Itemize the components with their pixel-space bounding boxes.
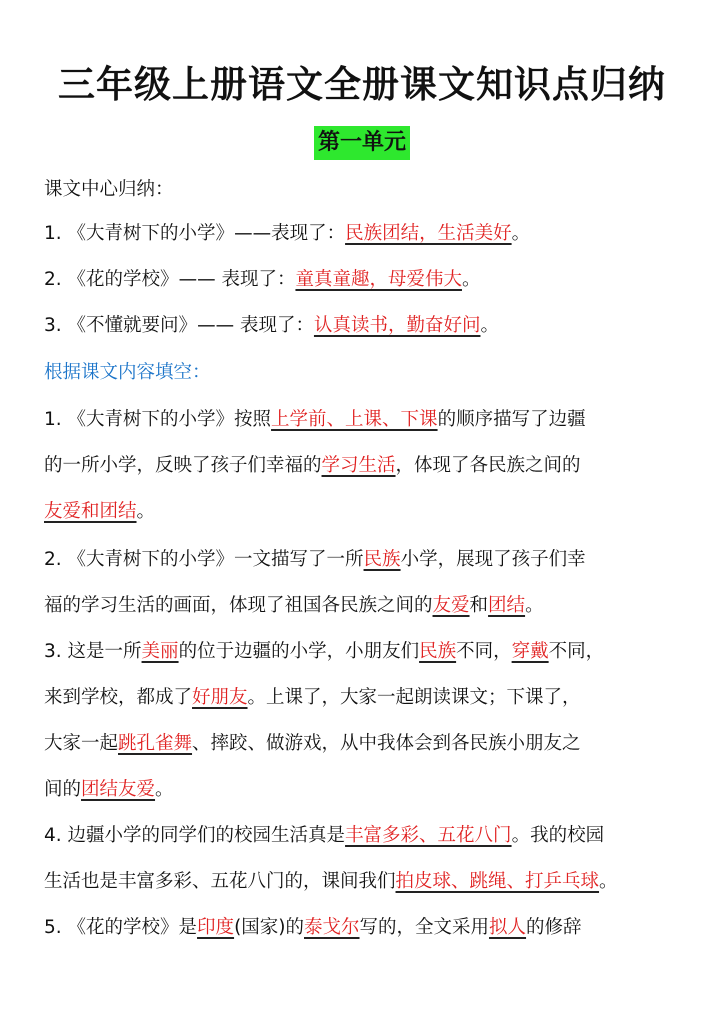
answer-text: 团结友爱 (81, 779, 156, 800)
answer-text: 美丽 (141, 641, 179, 662)
answer-text: 上学前、上课、下课 (271, 409, 438, 430)
text-segment: 的位于边疆的小学，小朋友们 (178, 641, 420, 662)
text-segment: 3. 这是一所 (44, 641, 142, 662)
answer-text: 民族团结，生活美好 (345, 223, 512, 244)
text-segment: 、摔跤、做游戏，从中我体会到各民族小朋友之 (192, 733, 581, 754)
answer-text: 友爱和团结 (44, 501, 137, 522)
text-segment: 写的，全文采用 (359, 917, 490, 938)
item-connector: ——表现了： (234, 223, 346, 244)
fill-item-1-line-3 (44, 498, 694, 526)
fill-item-1-line-2 (44, 452, 694, 480)
answer-text: 拍皮球、跳绳、打乒乓球 (395, 871, 600, 892)
text-segment: 。 (525, 595, 544, 616)
text-segment: 2. 《大青树下的小学》一文描写了一所 (44, 549, 364, 570)
text-segment: 不同， (456, 641, 512, 662)
fill-item-2-line-1 (44, 546, 694, 574)
text-segment: 不同， (548, 641, 605, 662)
text-segment: 。 (155, 779, 174, 800)
answer-text: 学习生活 (321, 455, 396, 476)
center-item-2 (44, 266, 694, 294)
answer-text: 认真读书，勤奋好问 (313, 315, 481, 336)
answer-text: 拟人 (489, 917, 527, 938)
text-segment: 。我的校园 (511, 825, 605, 846)
page-title: 三年级上册语文全册课文知识点归纳 (58, 63, 666, 106)
center-item-3 (44, 312, 694, 340)
work-title: 《大青树下的小学》 (67, 223, 235, 244)
item-number: 2. (44, 269, 62, 290)
unit-badge-wrap (0, 126, 724, 160)
answer-text: 好朋友 (192, 687, 248, 708)
center-item-1 (44, 220, 694, 248)
text-segment: 4. 边疆小学的同学们的校园生活真是 (44, 825, 346, 846)
answer-text: 民族 (419, 641, 457, 662)
fill-item-2-line-2 (44, 592, 694, 620)
fill-item-3-line-1 (44, 638, 694, 666)
text-segment: 。上课了，大家一起朗读课文；下课了， (247, 687, 581, 708)
text-segment: 间的 (44, 779, 82, 800)
answer-text: 泰戈尔 (304, 917, 360, 938)
answer-text: 跳孔雀舞 (118, 733, 193, 754)
answer-text: 团结 (488, 595, 526, 616)
work-title: 《花的学校》 (67, 269, 179, 290)
fill-item-3-line-4 (44, 776, 694, 804)
answer-text: 印度 (197, 917, 235, 938)
text-segment: 生活也是丰富多彩、五花八门的，课间我们 (44, 871, 396, 892)
answer-text: 民族 (363, 549, 401, 570)
answer-text: 友爱 (432, 595, 470, 616)
text-segment: 的顺序描写了边疆 (437, 409, 586, 430)
fill-item-4-line-2 (44, 868, 694, 896)
answer-text: 童真童趣，母爱伟大 (295, 269, 462, 290)
answer-text: 穿戴 (511, 641, 549, 662)
text-segment: (国家)的 (234, 917, 304, 938)
item-connector: —— 表现了： (197, 315, 314, 336)
text-segment: 5. 《花的学校》是 (44, 917, 198, 938)
text-segment: 1. 《大青树下的小学》按照 (44, 409, 272, 430)
text-segment: 小学，展现了孩子们幸 (400, 549, 586, 570)
fill-item-3-line-2 (44, 684, 694, 712)
work-title: 《不懂就要问》 (67, 315, 198, 336)
fill-item-4-line-1 (44, 822, 694, 850)
center-summary-heading: 课文中心归纳： (44, 179, 174, 200)
item-number: 1. (44, 223, 62, 244)
fill-in-heading: 根据课文内容填空： (44, 362, 211, 383)
text-segment: 。 (599, 871, 618, 892)
text-segment: 。 (136, 501, 156, 522)
fill-item-3-line-3 (44, 730, 694, 758)
text-segment: 的修辞 (526, 917, 582, 938)
fill-item-1-line-1 (44, 406, 694, 434)
answer-text: 丰富多彩、五花八门 (345, 825, 512, 846)
text-segment: 福的学习生活的画面，体现了祖国各民族之间的 (44, 595, 433, 616)
item-number: 3. (44, 315, 62, 336)
item-end: 。 (461, 269, 481, 290)
text-segment: ，体现了各民族之间的 (395, 455, 581, 476)
item-connector: —— 表现了： (178, 269, 296, 290)
text-segment: 的一所小学，反映了孩子们幸福的 (44, 455, 322, 476)
text-segment: 来到学校，都成了 (44, 687, 193, 708)
item-end: 。 (511, 223, 531, 244)
fill-item-5-line-1 (44, 914, 694, 942)
item-end: 。 (480, 315, 499, 336)
text-segment: 大家一起 (44, 733, 119, 754)
unit-badge: 第一单元 (314, 126, 410, 160)
text-segment: 和 (469, 595, 489, 616)
